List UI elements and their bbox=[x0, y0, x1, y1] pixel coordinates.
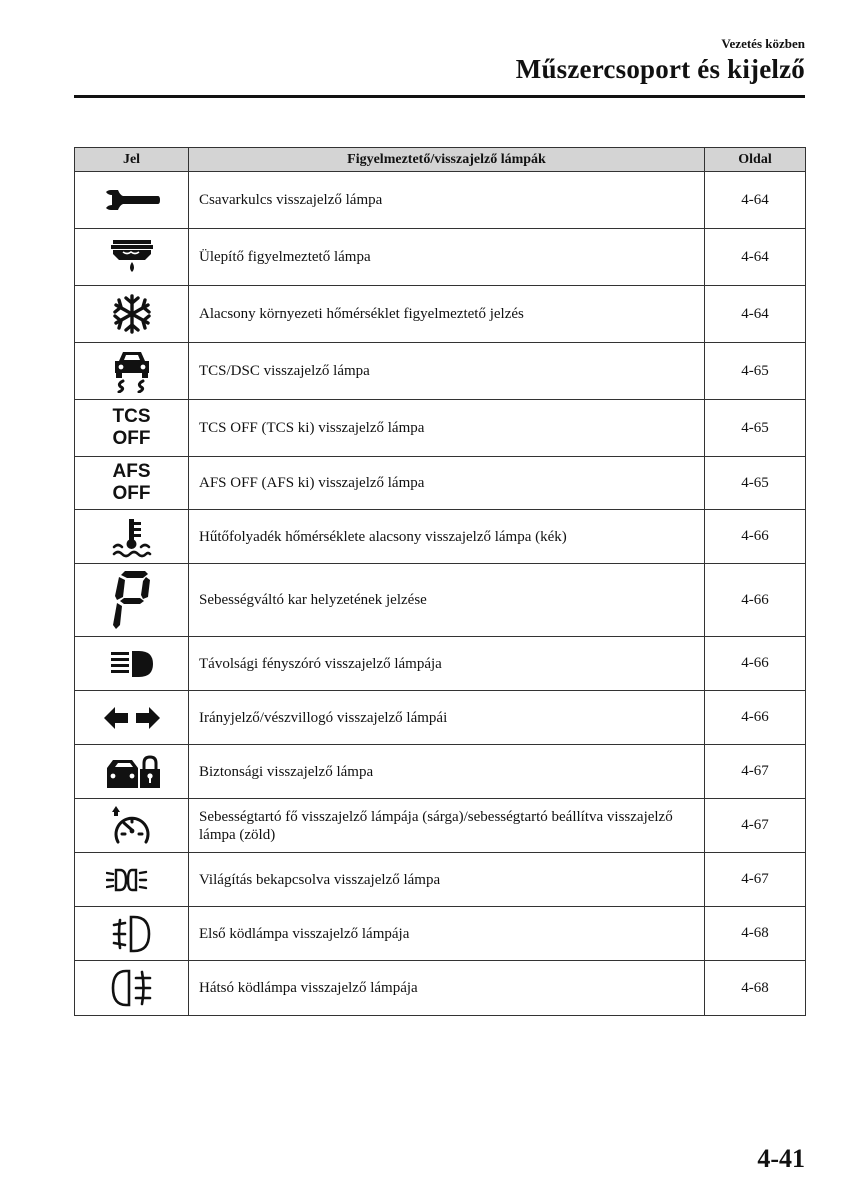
snowflake-icon bbox=[111, 293, 153, 335]
table-row bbox=[75, 907, 806, 961]
title-rule bbox=[74, 95, 805, 98]
lamp-description: TCS OFF (TCS ki) visszajelző lámpa bbox=[189, 400, 705, 457]
lamp-description: Hátsó ködlámpa visszajelző lámpája bbox=[189, 961, 705, 1016]
column-header-page: Oldal bbox=[705, 148, 806, 172]
column-header-lamps: Figyelmeztető/visszajelző lámpák bbox=[189, 148, 705, 172]
table-row bbox=[75, 510, 806, 564]
column-header-symbol: Jel bbox=[75, 148, 189, 172]
lamp-description: TCS/DSC visszajelző lámpa bbox=[189, 343, 705, 400]
high-beam-icon bbox=[109, 649, 155, 679]
front-fog-icon bbox=[112, 914, 152, 954]
page-reference: 4-65 bbox=[705, 457, 806, 510]
page-reference: 4-64 bbox=[705, 172, 806, 229]
page-title: Műszercsoport és kijelző bbox=[515, 54, 805, 84]
table-row bbox=[75, 799, 806, 853]
lamp-description: Sebességtartó fő visszajelző lámpája (sárga)/sebességtartó beállítva visszajelző lámpa (zöld) bbox=[189, 799, 705, 853]
page-reference: 4-65 bbox=[705, 343, 806, 400]
water-separator-icon bbox=[109, 237, 155, 277]
page-reference: 4-67 bbox=[705, 853, 806, 907]
coolant-temp-icon bbox=[111, 516, 153, 558]
tcs-off-icon bbox=[75, 406, 188, 450]
table-row bbox=[75, 853, 806, 907]
table-row bbox=[75, 564, 806, 637]
icon-label: TCS bbox=[112, 406, 151, 427]
page-reference: 4-68 bbox=[705, 907, 806, 961]
table-row bbox=[75, 691, 806, 745]
lamp-description: Ülepítő figyelmeztető lámpa bbox=[189, 229, 705, 286]
table-row bbox=[75, 961, 806, 1016]
page-reference: 4-67 bbox=[705, 799, 806, 853]
lamp-description: Hűtőfolyadék hőmérséklete alacsony visszajelző lámpa (kék) bbox=[189, 510, 705, 564]
lamp-description: Csavarkulcs visszajelző lámpa bbox=[189, 172, 705, 229]
table-row bbox=[75, 286, 806, 343]
gear-position-icon bbox=[112, 569, 152, 631]
turn-signal-icon bbox=[102, 705, 162, 731]
page-reference: 4-65 bbox=[705, 400, 806, 457]
page-reference: 4-66 bbox=[705, 510, 806, 564]
page-reference: 4-64 bbox=[705, 286, 806, 343]
icon-label: AFS bbox=[112, 461, 151, 482]
section-header: Vezetés közben bbox=[721, 36, 805, 51]
icon-label: OFF bbox=[112, 483, 151, 504]
lamp-description: Sebességváltó kar helyzetének jelzése bbox=[189, 564, 705, 637]
lamp-description: Alacsony környezeti hőmérséklet figyelmeztető jelzés bbox=[189, 286, 705, 343]
lamp-description: Biztonsági visszajelző lámpa bbox=[189, 745, 705, 799]
lamp-description: Távolsági fényszóró visszajelző lámpája bbox=[189, 637, 705, 691]
page-reference: 4-66 bbox=[705, 564, 806, 637]
lights-on-icon bbox=[106, 867, 158, 893]
table-row bbox=[75, 745, 806, 799]
cruise-control-icon bbox=[110, 804, 154, 848]
lamp-description: Világítás bekapcsolva visszajelző lámpa bbox=[189, 853, 705, 907]
page-reference: 4-66 bbox=[705, 691, 806, 745]
wrench-icon bbox=[102, 187, 162, 213]
page-reference: 4-67 bbox=[705, 745, 806, 799]
skidding-car-icon bbox=[111, 349, 153, 393]
page-reference: 4-64 bbox=[705, 229, 806, 286]
page-reference: 4-68 bbox=[705, 961, 806, 1016]
table-row bbox=[75, 400, 806, 457]
indicator-table bbox=[74, 147, 806, 1016]
table-row bbox=[75, 229, 806, 286]
page-number: 4-41 bbox=[757, 1144, 805, 1173]
table-row bbox=[75, 343, 806, 400]
lamp-description: AFS OFF (AFS ki) visszajelző lámpa bbox=[189, 457, 705, 510]
security-lock-icon bbox=[104, 754, 160, 790]
rear-fog-icon bbox=[110, 968, 154, 1008]
lamp-description: Első ködlámpa visszajelző lámpája bbox=[189, 907, 705, 961]
icon-label: OFF bbox=[112, 428, 151, 449]
table-row bbox=[75, 172, 806, 229]
afs-off-icon bbox=[75, 461, 188, 505]
lamp-description: Irányjelző/vészvillogó visszajelző lámpái bbox=[189, 691, 705, 745]
table-header-row bbox=[75, 148, 806, 172]
table-row bbox=[75, 457, 806, 510]
table-row bbox=[75, 637, 806, 691]
page-reference: 4-66 bbox=[705, 637, 806, 691]
